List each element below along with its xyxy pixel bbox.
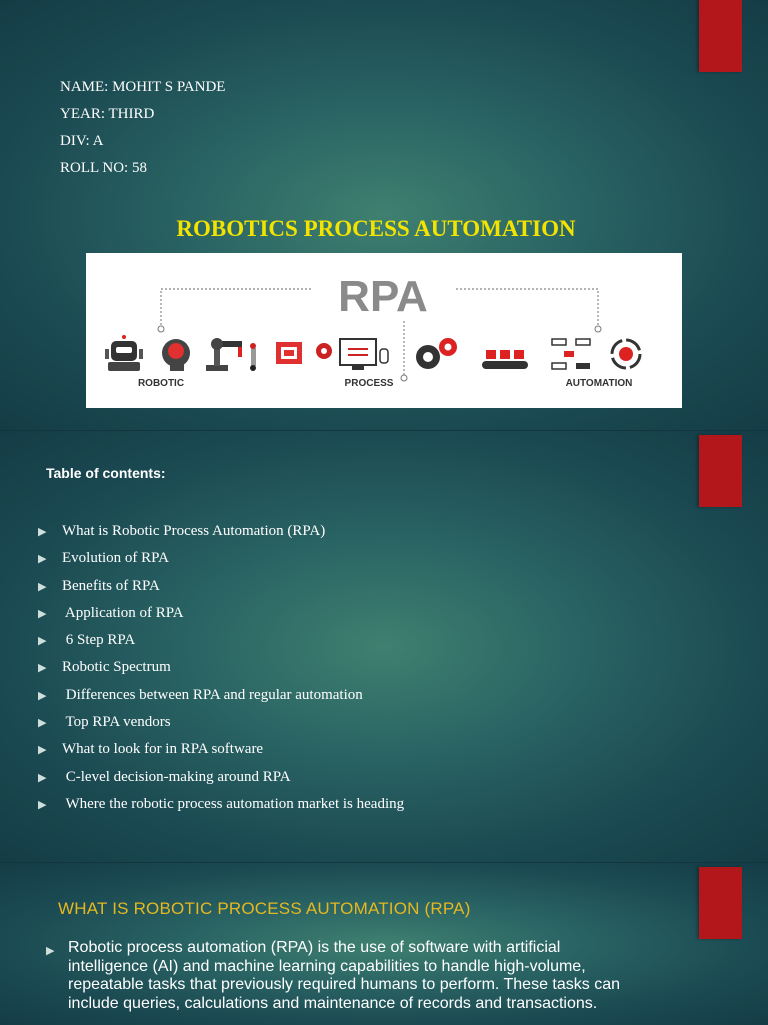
toc-item: ▶ What to look for in RPA software [38,741,264,758]
triangle-bullet-icon: ▶ [38,580,47,593]
connector-dot-icon [158,326,164,332]
red-accent-tab [699,867,742,939]
monitor-icon [340,339,388,370]
triangle-bullet-icon: ▶ [38,689,47,702]
triangle-bullet-icon: ▶ [38,744,47,757]
conveyor-icon [482,350,528,369]
toc-list [38,523,404,823]
table-of-contents-slide [0,430,768,863]
chip-icon [250,343,256,371]
toc-item: ▶ C-level decision-making around RPA [38,768,291,785]
connector-dot-icon [401,375,407,381]
banner-label-process: PROCESS [344,378,394,389]
red-accent-tab [699,0,742,72]
triangle-bullet-icon: ▶ [38,635,47,648]
gears-icon [416,338,457,369]
title-slide [0,0,768,430]
toc-item: ▶ Benefits of RPA [38,577,160,594]
workflow-icon [552,339,590,369]
rpa-banner-image [86,253,682,408]
student-name: NAME: MOHIT S PANDE [60,79,226,95]
red-accent-tab [699,435,742,507]
connector-left [161,289,311,325]
banner-label-robotic: ROBOTIC [137,378,185,389]
triangle-bullet-icon: ▶ [38,798,47,811]
toc-item: ▶ Evolution of RPA [38,550,169,567]
gear-icon [316,343,332,359]
toc-item: ▶ Top RPA vendors [38,714,171,731]
student-roll-no: ROLL NO: 58 [60,160,147,176]
definition-text: Robotic process automation (RPA) is the use of software with artificial intelligence (AI) and machine learning capabilities to handle high-volume, repeatable tasks that previously required humans to perform. These tasks can include queries, calculations and maintenance of records and transactions. [68,939,620,1012]
brain-head-icon [162,339,190,371]
connector-dot-icon [595,326,601,332]
student-year: YEAR: THIRD [60,106,155,122]
toc-item: ▶ Robotic Spectrum [38,659,171,676]
robot-icon [105,335,143,371]
cycle-icon [612,340,640,368]
connector-right [456,289,598,325]
toc-item: ▶ Application of RPA [38,604,184,621]
toc-item: ▶ What is Robotic Process Automation (RPA) [38,523,326,539]
triangle-bullet-icon: ▶ [38,717,47,730]
robotic-arm-icon [206,338,242,371]
triangle-bullet-icon: ▶ [38,526,47,538]
triangle-bullet-icon: ▶ [38,553,47,566]
toc-item: ▶ Where the robotic process automation market is heading [38,795,405,812]
banner-label-automation: AUTOMATION [565,378,633,389]
rpa-illustration [86,253,682,408]
presentation-title: ROBOTICS PROCESS AUTOMATION [176,216,576,241]
triangle-bullet-icon: ▶ [38,771,47,784]
triangle-bullet-icon: ▶ [46,945,55,957]
triangle-bullet-icon: ▶ [38,662,47,675]
toc-item: ▶ Differences between RPA and regular automation [38,686,363,703]
banner-heading: RPA [338,272,428,321]
definition-slide [0,862,768,1025]
section-title: WHAT IS ROBOTIC PROCESS AUTOMATION (RPA) [58,899,471,918]
toc-item: ▶ 6 Step RPA [38,632,136,649]
toc-heading: Table of contents: [46,465,166,481]
processor-icon [276,342,302,364]
student-division: DIV: A [60,133,104,149]
definition-paragraph [46,939,636,1013]
triangle-bullet-icon: ▶ [38,607,47,620]
